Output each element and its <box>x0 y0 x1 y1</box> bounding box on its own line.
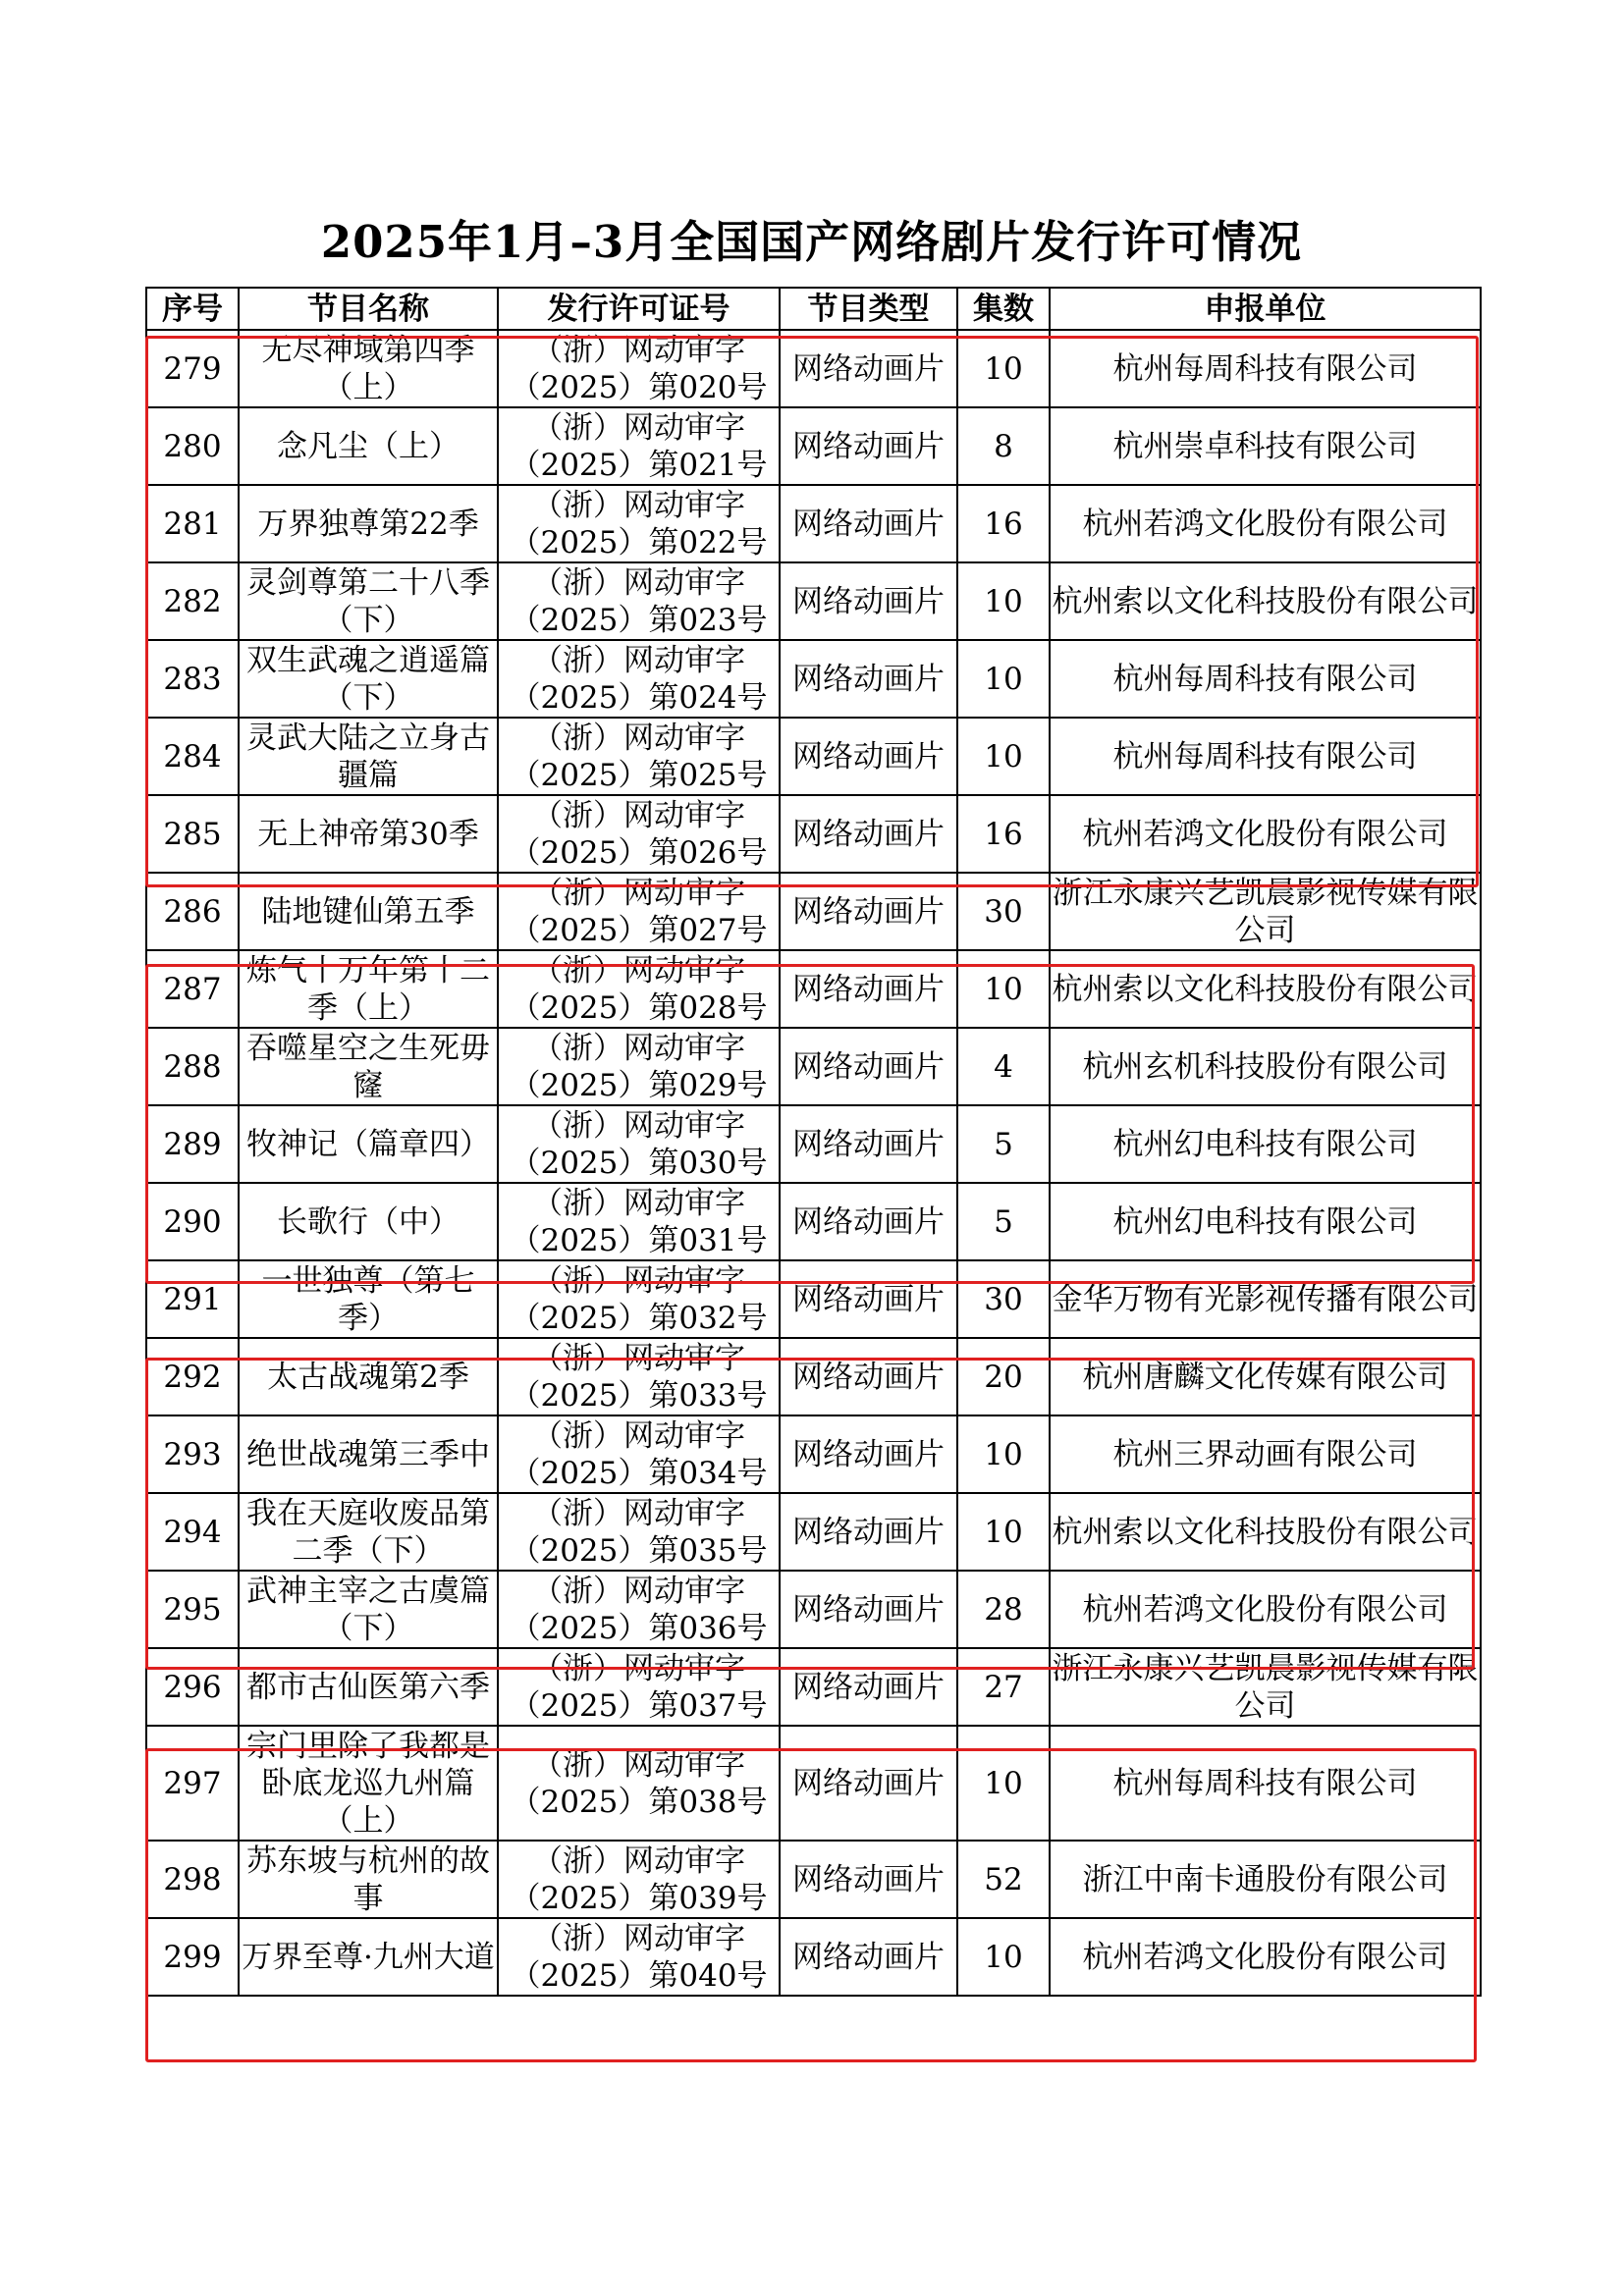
row-number-cell <box>146 1571 239 1648</box>
episode-count-cell <box>957 1571 1050 1648</box>
table-row <box>146 407 1481 485</box>
program-name-cell <box>239 1918 498 1996</box>
episode-count-cell <box>957 640 1050 718</box>
row-number: 291 <box>163 1281 222 1317</box>
table-row <box>146 1260 1481 1338</box>
license-number: （浙）网动审字（2025）第036号 <box>510 1573 768 1646</box>
row-number-cell <box>146 1105 239 1183</box>
col-header-license-number: 发行许可证号 <box>498 288 780 330</box>
applicant-unit: 杭州幻电科技有限公司 <box>1112 1126 1418 1162</box>
program-name: 武神主宰之古虞篇（下） <box>246 1573 490 1646</box>
applicant-unit: 杭州崇卓科技有限公司 <box>1112 428 1418 464</box>
license-number: （浙）网动审字（2025）第025号 <box>510 720 768 793</box>
license-number-cell <box>498 562 780 640</box>
row-number: 286 <box>163 893 222 930</box>
applicant-unit-cell <box>1050 485 1481 562</box>
row-number-cell <box>146 640 239 718</box>
applicant-unit: 杭州唐麟文化传媒有限公司 <box>1082 1359 1448 1395</box>
program-type: 网络动画片 <box>792 971 945 1007</box>
program-type: 网络动画片 <box>792 1048 945 1085</box>
program-name: 绝世战魂第三季中 <box>246 1436 490 1472</box>
program-type: 网络动画片 <box>792 583 945 619</box>
episode-count-cell <box>957 562 1050 640</box>
row-number-cell <box>146 950 239 1028</box>
row-number-cell <box>146 562 239 640</box>
applicant-unit: 杭州若鸿文化股份有限公司 <box>1082 1591 1448 1628</box>
row-number-cell <box>146 407 239 485</box>
episode-count-cell <box>957 1918 1050 1996</box>
episode-count-cell <box>957 407 1050 485</box>
program-name: 吞噬星空之生死毋窿 <box>246 1030 490 1103</box>
program-name-cell <box>239 1105 498 1183</box>
row-number-cell <box>146 1415 239 1493</box>
applicant-unit-cell <box>1050 1841 1481 1918</box>
episode-count-cell <box>957 1415 1050 1493</box>
program-type: 网络动画片 <box>792 1281 945 1317</box>
row-number: 297 <box>163 1765 222 1801</box>
episode-count: 10 <box>984 1436 1023 1472</box>
episode-count: 16 <box>984 816 1023 852</box>
row-number: 279 <box>163 350 222 387</box>
episode-count: 5 <box>994 1203 1013 1240</box>
program-name-cell <box>239 950 498 1028</box>
program-name-cell <box>239 485 498 562</box>
table-row <box>146 1841 1481 1918</box>
table-row <box>146 562 1481 640</box>
program-name: 灵武大陆之立身古疆篇 <box>246 720 490 793</box>
program-name: 无尽神域第四季（上） <box>261 332 475 405</box>
program-name-cell <box>239 1726 498 1841</box>
applicant-unit: 杭州若鸿文化股份有限公司 <box>1082 506 1448 542</box>
row-number: 294 <box>163 1514 222 1550</box>
program-name: 都市古仙医第六季 <box>246 1669 490 1705</box>
license-number: （浙）网动审字（2025）第032号 <box>510 1262 768 1336</box>
row-number-cell <box>146 1493 239 1571</box>
row-number-cell <box>146 1726 239 1841</box>
applicant-unit-cell <box>1050 1493 1481 1571</box>
episode-count: 20 <box>984 1359 1023 1395</box>
program-type-cell <box>780 1571 957 1648</box>
program-type-cell <box>780 1105 957 1183</box>
program-name: 万界至尊·九州大道 <box>242 1939 495 1975</box>
license-number-cell <box>498 873 780 950</box>
program-name: 陆地键仙第五季 <box>261 893 475 930</box>
table-row <box>146 1105 1481 1183</box>
program-type: 网络动画片 <box>792 661 945 697</box>
episode-count: 10 <box>984 583 1023 619</box>
episode-count: 10 <box>984 1939 1023 1975</box>
episode-count: 10 <box>984 1765 1023 1801</box>
episode-count: 5 <box>994 1126 1013 1162</box>
applicant-unit: 金华万物有光影视传播有限公司 <box>1052 1281 1479 1317</box>
program-type: 网络动画片 <box>792 1359 945 1395</box>
program-type-cell <box>780 330 957 407</box>
episode-count: 10 <box>984 661 1023 697</box>
applicant-unit-cell <box>1050 1028 1481 1105</box>
program-type-cell <box>780 873 957 950</box>
applicant-unit: 杭州索以文化科技股份有限公司 <box>1052 1514 1479 1550</box>
license-number-cell <box>498 950 780 1028</box>
program-name-cell <box>239 562 498 640</box>
applicant-unit-cell <box>1050 950 1481 1028</box>
episode-count: 10 <box>984 971 1023 1007</box>
program-type: 网络动画片 <box>792 1765 945 1801</box>
row-number-cell <box>146 1841 239 1918</box>
license-number: （浙）网动审字（2025）第026号 <box>510 797 768 871</box>
row-number-cell <box>146 1028 239 1105</box>
program-name: 我在天庭收废品第二季（下） <box>246 1495 490 1569</box>
applicant-unit: 杭州三界动画有限公司 <box>1112 1436 1418 1472</box>
row-number-cell <box>146 1338 239 1415</box>
program-type-cell <box>780 1415 957 1493</box>
program-type: 网络动画片 <box>792 1436 945 1472</box>
table-row <box>146 950 1481 1028</box>
table-row <box>146 795 1481 873</box>
program-name-cell <box>239 1571 498 1648</box>
row-number: 295 <box>163 1591 222 1628</box>
table-row <box>146 1918 1481 1996</box>
row-number-cell <box>146 1648 239 1726</box>
episode-count-cell <box>957 485 1050 562</box>
license-number: （浙）网动审字（2025）第022号 <box>510 487 768 561</box>
episode-count-cell <box>957 1338 1050 1415</box>
applicant-unit-cell <box>1050 1415 1481 1493</box>
episode-count: 16 <box>984 506 1023 542</box>
program-type-cell <box>780 1493 957 1571</box>
col-header-program-type: 节目类型 <box>780 288 957 330</box>
applicant-unit: 杭州每周科技有限公司 <box>1112 1765 1418 1801</box>
program-type-cell <box>780 485 957 562</box>
program-type-cell <box>780 1841 957 1918</box>
col-header-program-name: 节目名称 <box>239 288 498 330</box>
program-type: 网络动画片 <box>792 506 945 542</box>
row-number: 283 <box>163 661 222 697</box>
license-number: （浙）网动审字（2025）第037号 <box>510 1650 768 1724</box>
license-number-cell <box>498 1415 780 1493</box>
applicant-unit-cell <box>1050 1918 1481 1996</box>
license-number-cell <box>498 1493 780 1571</box>
program-name: 牧神记（篇章四） <box>246 1126 490 1162</box>
program-name: 万界独尊第22季 <box>257 506 479 542</box>
episode-count-cell <box>957 1841 1050 1918</box>
program-type-cell <box>780 1648 957 1726</box>
row-number-cell <box>146 330 239 407</box>
license-number-cell <box>498 330 780 407</box>
program-type-cell <box>780 1260 957 1338</box>
program-name-cell <box>239 1648 498 1726</box>
license-number: （浙）网动审字（2025）第034号 <box>510 1417 768 1491</box>
row-number-cell <box>146 1183 239 1260</box>
license-number: （浙）网动审字（2025）第024号 <box>510 642 768 716</box>
episode-count-cell <box>957 950 1050 1028</box>
program-type-cell <box>780 640 957 718</box>
program-type: 网络动画片 <box>792 1126 945 1162</box>
episode-count-cell <box>957 1493 1050 1571</box>
license-number: （浙）网动审字（2025）第028号 <box>510 952 768 1026</box>
episode-count: 10 <box>984 738 1023 774</box>
program-name: 无上神帝第30季 <box>257 816 479 852</box>
program-name-cell <box>239 718 498 795</box>
program-name-cell <box>239 640 498 718</box>
table-row <box>146 1183 1481 1260</box>
table-row <box>146 1648 1481 1726</box>
license-number-cell <box>498 795 780 873</box>
program-type-cell <box>780 1028 957 1105</box>
row-number: 281 <box>163 506 222 542</box>
episode-count-cell <box>957 1260 1050 1338</box>
program-name: 念凡尘（上） <box>277 428 460 464</box>
program-name-cell <box>239 1493 498 1571</box>
table-row <box>146 485 1481 562</box>
license-number-cell <box>498 640 780 718</box>
program-type-cell <box>780 950 957 1028</box>
license-number: （浙）网动审字（2025）第029号 <box>510 1030 768 1103</box>
episode-count-cell <box>957 330 1050 407</box>
license-number: （浙）网动审字（2025）第033号 <box>510 1340 768 1414</box>
page-title: 2025年1月–3月全国国产网络剧片发行许可情况 <box>320 216 1303 268</box>
row-number-cell <box>146 485 239 562</box>
applicant-unit-cell <box>1050 1648 1481 1726</box>
program-name-cell <box>239 330 498 407</box>
program-type-cell <box>780 718 957 795</box>
applicant-unit-cell <box>1050 1105 1481 1183</box>
program-name-cell <box>239 407 498 485</box>
program-name-cell <box>239 1338 498 1415</box>
table-row <box>146 1571 1481 1648</box>
program-type: 网络动画片 <box>792 893 945 930</box>
program-name-cell <box>239 1260 498 1338</box>
row-number: 285 <box>163 816 222 852</box>
row-number: 292 <box>163 1359 222 1395</box>
license-number-cell <box>498 407 780 485</box>
table-row <box>146 1415 1481 1493</box>
program-name-cell <box>239 1028 498 1105</box>
program-type: 网络动画片 <box>792 1514 945 1550</box>
episode-count: 28 <box>984 1591 1023 1628</box>
episode-count-cell <box>957 1726 1050 1841</box>
applicant-unit-cell <box>1050 407 1481 485</box>
applicant-unit: 杭州若鸿文化股份有限公司 <box>1082 1939 1448 1975</box>
program-type-cell <box>780 562 957 640</box>
program-type-cell <box>780 1183 957 1260</box>
applicant-unit-cell <box>1050 1338 1481 1415</box>
row-number-cell <box>146 795 239 873</box>
row-number-cell <box>146 1918 239 1996</box>
applicant-unit-cell <box>1050 330 1481 407</box>
program-name-cell <box>239 795 498 873</box>
applicant-unit: 杭州每周科技有限公司 <box>1112 661 1418 697</box>
episode-count-cell <box>957 1105 1050 1183</box>
row-number: 280 <box>163 428 222 464</box>
program-name: 炼气十万年第十二季（上） <box>246 952 490 1026</box>
license-number-cell <box>498 1918 780 1996</box>
applicant-unit: 浙江中南卡通股份有限公司 <box>1082 1861 1448 1897</box>
row-number: 293 <box>163 1436 222 1472</box>
license-number: （浙）网动审字（2025）第023号 <box>510 564 768 638</box>
license-number-cell <box>498 1648 780 1726</box>
program-type-cell <box>780 1726 957 1841</box>
license-number-cell <box>498 1028 780 1105</box>
applicant-unit-cell <box>1050 1260 1481 1338</box>
license-number-cell <box>498 1571 780 1648</box>
program-name: 宗门里除了我都是卧底龙巡九州篇（上） <box>246 1728 490 1839</box>
row-number-cell <box>146 873 239 950</box>
row-number: 299 <box>163 1939 222 1975</box>
license-number-cell <box>498 718 780 795</box>
row-number: 284 <box>163 738 222 774</box>
episode-count: 27 <box>984 1669 1023 1705</box>
applicant-unit: 杭州幻电科技有限公司 <box>1112 1203 1418 1240</box>
program-name: 苏东坡与杭州的故事 <box>246 1842 490 1916</box>
episode-count: 52 <box>984 1861 1023 1897</box>
program-type-cell <box>780 795 957 873</box>
license-number: （浙）网动审字（2025）第030号 <box>510 1107 768 1181</box>
program-type: 网络动画片 <box>792 1669 945 1705</box>
license-table <box>145 287 1482 1997</box>
row-number: 287 <box>163 971 222 1007</box>
license-number-cell <box>498 1338 780 1415</box>
license-number: （浙）网动审字（2025）第040号 <box>510 1920 768 1994</box>
episode-count: 30 <box>984 1281 1023 1317</box>
row-number: 288 <box>163 1048 222 1085</box>
applicant-unit: 杭州若鸿文化股份有限公司 <box>1082 816 1448 852</box>
applicant-unit-cell <box>1050 718 1481 795</box>
applicant-unit: 浙江永康兴艺凯晨影视传媒有限公司 <box>1052 1650 1479 1724</box>
row-number-cell <box>146 1260 239 1338</box>
col-header-episodes: 集数 <box>957 288 1050 330</box>
license-number: （浙）网动审字（2025）第035号 <box>510 1495 768 1569</box>
license-number-cell <box>498 1183 780 1260</box>
applicant-unit-cell <box>1050 1183 1481 1260</box>
program-name-cell <box>239 1183 498 1260</box>
col-header-number: 序号 <box>146 288 239 330</box>
program-name: 太古战魂第2季 <box>267 1359 469 1395</box>
applicant-unit-cell <box>1050 640 1481 718</box>
episode-count-cell <box>957 795 1050 873</box>
program-type: 网络动画片 <box>792 350 945 387</box>
applicant-unit-cell <box>1050 1726 1481 1841</box>
program-name: 灵剑尊第二十八季（下） <box>246 564 490 638</box>
col-header-applicant: 申报单位 <box>1050 288 1481 330</box>
applicant-unit-cell <box>1050 795 1481 873</box>
license-number-cell <box>498 1726 780 1841</box>
table-row <box>146 330 1481 407</box>
license-number: （浙）网动审字（2025）第020号 <box>510 332 768 405</box>
license-number-cell <box>498 1841 780 1918</box>
episode-count: 30 <box>984 893 1023 930</box>
program-type-cell <box>780 407 957 485</box>
program-name-cell <box>239 873 498 950</box>
program-type: 网络动画片 <box>792 1203 945 1240</box>
table-row <box>146 1726 1481 1841</box>
license-number: （浙）网动审字（2025）第027号 <box>510 875 768 948</box>
episode-count-cell <box>957 1183 1050 1260</box>
program-type: 网络动画片 <box>792 816 945 852</box>
applicant-unit: 杭州索以文化科技股份有限公司 <box>1052 971 1479 1007</box>
table-row <box>146 1338 1481 1415</box>
row-number-cell <box>146 718 239 795</box>
license-number-cell <box>498 1105 780 1183</box>
program-name: 双生武魂之逍遥篇（下） <box>246 642 490 716</box>
episode-count-cell <box>957 873 1050 950</box>
applicant-unit: 杭州索以文化科技股份有限公司 <box>1052 583 1479 619</box>
license-number: （浙）网动审字（2025）第031号 <box>510 1185 768 1258</box>
row-number: 289 <box>163 1126 222 1162</box>
program-name-cell <box>239 1841 498 1918</box>
table-row <box>146 873 1481 950</box>
row-number: 290 <box>163 1203 222 1240</box>
program-type: 网络动画片 <box>792 738 945 774</box>
row-number: 296 <box>163 1669 222 1705</box>
applicant-unit-cell <box>1050 562 1481 640</box>
applicant-unit: 杭州每周科技有限公司 <box>1112 350 1418 387</box>
applicant-unit-cell <box>1050 873 1481 950</box>
license-number: （浙）网动审字（2025）第039号 <box>510 1842 768 1916</box>
program-type-cell <box>780 1918 957 1996</box>
table-row <box>146 1028 1481 1105</box>
program-name: 长歌行（中） <box>277 1203 460 1240</box>
program-type: 网络动画片 <box>792 1591 945 1628</box>
license-number-cell <box>498 1260 780 1338</box>
program-type: 网络动画片 <box>792 428 945 464</box>
episode-count: 10 <box>984 1514 1023 1550</box>
applicant-unit-cell <box>1050 1571 1481 1648</box>
row-number: 298 <box>163 1861 222 1897</box>
program-name: 一世独尊（第七季） <box>261 1262 475 1336</box>
program-name-cell <box>239 1415 498 1493</box>
program-type: 网络动画片 <box>792 1939 945 1975</box>
applicant-unit: 杭州玄机科技股份有限公司 <box>1082 1048 1448 1085</box>
program-type: 网络动画片 <box>792 1861 945 1897</box>
episode-count-cell <box>957 718 1050 795</box>
table-row <box>146 1493 1481 1571</box>
table-row <box>146 718 1481 795</box>
table-header-row <box>146 288 1481 330</box>
row-number: 282 <box>163 583 222 619</box>
episode-count: 10 <box>984 350 1023 387</box>
episode-count: 8 <box>994 428 1013 464</box>
episode-count-cell <box>957 1648 1050 1726</box>
applicant-unit: 杭州每周科技有限公司 <box>1112 738 1418 774</box>
applicant-unit: 浙江永康兴艺凯晨影视传媒有限公司 <box>1052 875 1479 948</box>
program-type-cell <box>780 1338 957 1415</box>
license-number: （浙）网动审字（2025）第038号 <box>510 1746 768 1820</box>
table-row <box>146 640 1481 718</box>
episode-count-cell <box>957 1028 1050 1105</box>
license-number-cell <box>498 485 780 562</box>
episode-count: 4 <box>994 1048 1013 1085</box>
license-number: （浙）网动审字（2025）第021号 <box>510 409 768 483</box>
